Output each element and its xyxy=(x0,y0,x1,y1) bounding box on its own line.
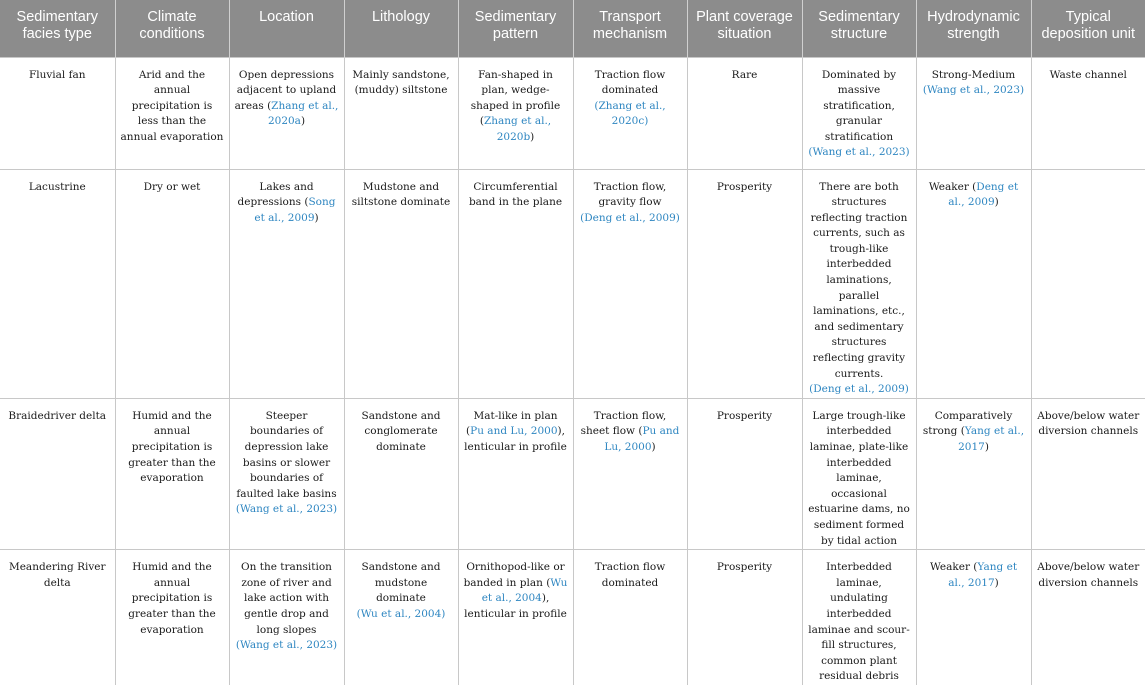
cell-transport xyxy=(573,169,687,398)
cell-text: ), lenticular in profile xyxy=(464,425,567,453)
cell-text: Humid and the annual precipitation is greater than the evaporation xyxy=(128,561,216,636)
cell-text: Fluvial fan xyxy=(28,68,86,81)
citation-link[interactable]: (Deng et al., 2009) xyxy=(580,211,680,224)
cell-lithology xyxy=(344,57,458,169)
cell-facies xyxy=(0,398,115,549)
cell-location xyxy=(229,398,344,549)
cell-climate xyxy=(115,169,229,398)
cell-deposition-unit xyxy=(1031,169,1145,398)
cell-text: Arid and the annual precipitation is less than the annual evaporation xyxy=(120,68,224,143)
table-row xyxy=(0,57,1145,169)
cell-plant xyxy=(687,169,802,398)
cell-text: ) xyxy=(651,441,656,453)
cell-text: Circumferential band in the plane xyxy=(468,180,563,209)
cell-text: On the transition zone of river and lake action with gentle drop and long slopes xyxy=(241,561,332,636)
cell-text: ) xyxy=(984,441,989,453)
cell-facies xyxy=(0,550,115,685)
cell-text: ) xyxy=(314,211,319,224)
cell-text: ) xyxy=(300,115,306,128)
cell-location xyxy=(229,57,344,169)
cell-plant xyxy=(687,57,802,169)
cell-text: ), lenticular in profile xyxy=(464,592,567,620)
cell-text: Waste channel xyxy=(1049,68,1127,81)
cell-structure xyxy=(802,550,916,685)
cell-text: Interbedded laminae, undulating interbedded laminae and scour-fill structures, common plant residual debris xyxy=(808,561,910,683)
header-deposition-unit: Typical deposition unit xyxy=(1031,0,1145,57)
cell-text: Traction flow, gravity flow xyxy=(593,180,667,209)
cell-text: Braidedriver delta xyxy=(8,409,107,422)
cell-pattern xyxy=(458,398,573,549)
cell-transport xyxy=(573,398,687,549)
header-climate: Climate conditions xyxy=(115,0,229,57)
cell-text: Lacustrine xyxy=(28,180,86,193)
cell-deposition-unit xyxy=(1031,398,1145,549)
citation-link[interactable]: (Wang et al., 2023) xyxy=(922,84,1025,97)
cell-climate xyxy=(115,550,229,685)
header-hydrodynamic: Hydrodynamic strength xyxy=(916,0,1031,57)
citation-link[interactable]: Pu and Lu, 2000 xyxy=(470,425,558,438)
cell-text: Rare xyxy=(731,68,758,81)
cell-text: Prosperity xyxy=(716,561,773,574)
cell-text: Fan-shaped in plan, wedge-shaped in profile ( xyxy=(470,68,561,128)
cell-text: Traction flow dominated xyxy=(594,561,666,589)
citation-link[interactable]: Song et al., 2009 xyxy=(254,196,336,224)
cell-hydrodynamic xyxy=(916,169,1031,398)
cell-structure xyxy=(802,57,916,169)
cell-transport xyxy=(573,57,687,169)
cell-text: Above/below water diversion channels xyxy=(1037,561,1140,589)
cell-text: Humid and the annual precipitation is greater than the evaporation xyxy=(128,409,216,485)
header-lithology: Lithology xyxy=(344,0,458,57)
cell-text: Strong-Medium xyxy=(931,68,1016,81)
header-pattern: Sedimentary pattern xyxy=(458,0,573,57)
cell-text: Open depressions adjacent to upland areas ( xyxy=(234,68,337,112)
citation-link[interactable]: (Zhang et al., 2020c) xyxy=(594,99,666,128)
cell-deposition-unit xyxy=(1031,550,1145,685)
citation-link[interactable]: Pu and Lu, 2000 xyxy=(604,425,680,453)
citation-link[interactable]: Deng et al., 2009 xyxy=(948,180,1019,209)
cell-lithology xyxy=(344,398,458,549)
cell-text: Traction flow dominated xyxy=(594,68,666,97)
citation-link[interactable]: (Wang et al., 2023) xyxy=(808,146,910,159)
cell-hydrodynamic xyxy=(916,550,1031,685)
cell-text: Sandstone and conglomerate dominate xyxy=(361,409,441,453)
cell-structure xyxy=(802,398,916,549)
cell-pattern xyxy=(458,169,573,398)
cell-plant xyxy=(687,398,802,549)
cell-pattern xyxy=(458,550,573,685)
header-facies-type: Sedimentary facies type xyxy=(0,0,115,57)
citation-link[interactable]: Wu et al., 2004 xyxy=(481,576,568,605)
citation-link[interactable]: Zhang et al., 2020a xyxy=(267,99,339,128)
citation-link[interactable]: (Deng et al., 2009) xyxy=(809,383,909,396)
cell-climate xyxy=(115,57,229,169)
cell-plant xyxy=(687,550,802,685)
cell-text: Dry or wet xyxy=(143,180,201,193)
header-plant: Plant coverage situation xyxy=(687,0,802,57)
cell-hydrodynamic xyxy=(916,398,1031,549)
cell-text: Mainly sandstone, (muddy) siltstone xyxy=(352,68,450,97)
cell-text: Ornithopod-like or banded in plan ( xyxy=(463,561,565,589)
cell-text: There are both structures reflecting traction currents, such as trough-like interbedded laminations, parallel laminations, etc., and sedimentary structures reflecting gravity currents. xyxy=(810,180,908,380)
header-structure: Sedimentary structure xyxy=(802,0,916,57)
cell-location xyxy=(229,550,344,685)
cell-lithology xyxy=(344,169,458,398)
cell-location xyxy=(229,169,344,398)
table-header-row xyxy=(0,0,1145,57)
header-location: Location xyxy=(229,0,344,57)
cell-text: Lakes and depressions ( xyxy=(237,180,314,209)
cell-text: Sandstone and mudstone dominate xyxy=(361,561,441,605)
cell-text: Above/below water diversion channels xyxy=(1037,409,1140,438)
cell-pattern xyxy=(458,57,573,169)
cell-text: Prosperity xyxy=(716,180,773,193)
cell-text: Dominated by massive stratification, granular stratification xyxy=(821,68,897,143)
cell-text: Mudstone and siltstone dominate xyxy=(351,180,451,209)
cell-text: Traction flow, sheet flow ( xyxy=(580,409,667,438)
table-row xyxy=(0,169,1145,398)
cell-climate xyxy=(115,398,229,549)
cell-text: Comparatively strong ( xyxy=(922,409,1013,438)
cell-text: Weaker ( xyxy=(928,180,977,193)
cell-text: Meandering River delta xyxy=(8,561,106,589)
citation-link[interactable]: (Wang et al., 2023) xyxy=(235,639,338,652)
table-row xyxy=(0,550,1145,685)
cell-transport xyxy=(573,550,687,685)
citation-link[interactable]: (Wang et al., 2023) xyxy=(235,503,338,516)
citation-link[interactable]: (Wu et al., 2004) xyxy=(356,607,446,620)
cell-text: ) xyxy=(994,196,999,209)
cell-facies xyxy=(0,169,115,398)
cell-text: Prosperity xyxy=(716,409,773,422)
cell-text: Large trough-like interbedded laminae, plate-like interbedded laminae, occasional estuarine dams, no sediment formed by tidal action xyxy=(808,409,910,547)
citation-link[interactable]: Zhang et al., 2020b xyxy=(483,115,552,143)
cell-text: Mat-like in plan ( xyxy=(466,409,558,438)
cell-text: ) xyxy=(994,576,999,589)
cell-text: Steeper boundaries of depression lake basins or slower boundaries of faulted lake basins xyxy=(236,409,337,500)
header-transport: Transport mechanism xyxy=(573,0,687,57)
cell-text: ) xyxy=(530,130,535,143)
cell-hydrodynamic xyxy=(916,57,1031,169)
cell-facies xyxy=(0,57,115,169)
cell-lithology xyxy=(344,550,458,685)
cell-structure xyxy=(802,169,916,398)
cell-text: Weaker ( xyxy=(929,561,978,574)
citation-link[interactable]: Yang et al., 2017 xyxy=(958,425,1025,453)
table-row xyxy=(0,398,1145,549)
citation-link[interactable]: Yang et al., 2017 xyxy=(948,561,1018,589)
cell-deposition-unit xyxy=(1031,57,1145,169)
